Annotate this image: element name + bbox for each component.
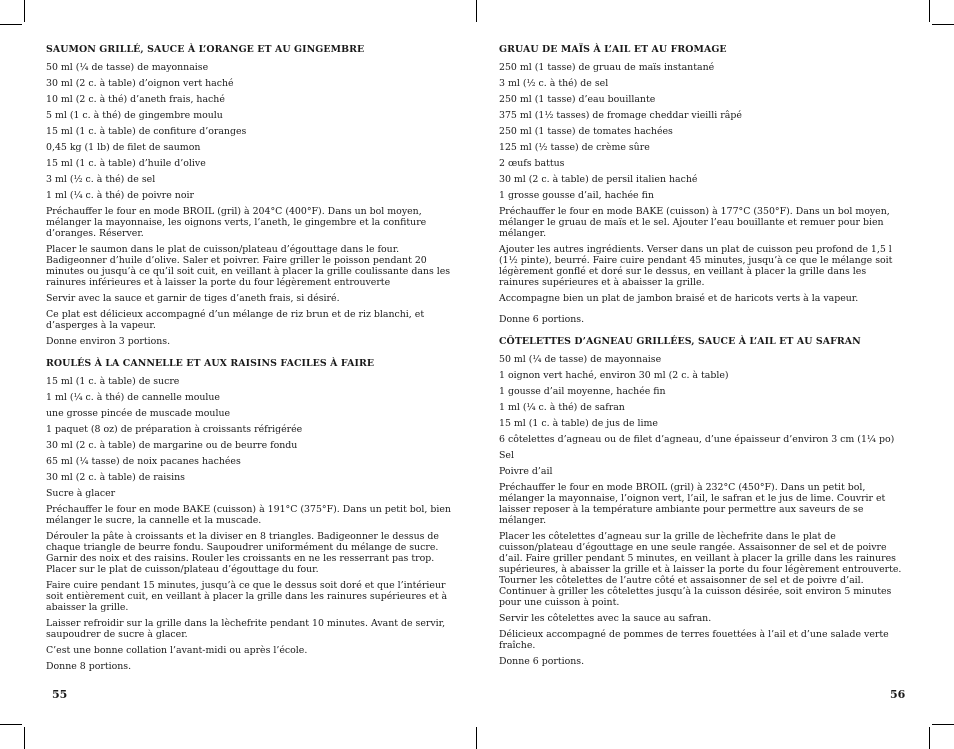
crop-mark-top-left-h	[0, 24, 22, 25]
instruction: Donne 8 portions.	[46, 661, 132, 672]
instruction: Accompagne bien un plat de jambon braisé et de haricots verts à la vapeur.	[499, 293, 859, 304]
ingredient: 30 ml (2 c. à table) de raisins	[46, 472, 185, 483]
recipe-title: CÔTELETTES D’AGNEAU GRILLÉES, SAUCE À L’AIL ET AU SAFRAN	[499, 336, 861, 347]
recipe-lamb-chops	[499, 336, 907, 667]
crop-mark-bottom-right-v	[929, 727, 930, 749]
crop-mark-top-right-h	[932, 24, 954, 25]
ingredient: 30 ml (2 c. à table) de margarine ou de beurre fondu	[46, 440, 298, 451]
ingredient: 1 ml (¼ c. à thé) de cannelle moulue	[46, 392, 220, 403]
crop-mark-top-center-v	[476, 0, 477, 22]
recipe-title: GRUAU DE MAÏS À L’AIL ET AU FROMAGE	[499, 44, 727, 55]
ingredient: 250 ml (1 tasse) d’eau bouillante	[499, 94, 656, 105]
left-page-column	[46, 44, 452, 677]
instruction: Donne 6 portions.	[499, 656, 585, 667]
ingredient: 30 ml (2 c. à table) de persil italien haché	[499, 174, 698, 185]
right-page-column	[499, 44, 907, 672]
recipe-title: SAUMON GRILLÉ, SAUCE À L’ORANGE ET AU GINGEMBRE	[46, 44, 365, 55]
ingredient: Sel	[499, 450, 514, 461]
recipe-salmon	[46, 44, 452, 347]
ingredient: 5 ml (1 c. à thé) de gingembre moulu	[46, 110, 223, 121]
ingredient: 3 ml (½ c. à thé) de sel	[499, 78, 609, 89]
instruction: Donne environ 3 portions.	[46, 336, 171, 347]
crop-mark-bottom-left-h	[0, 724, 22, 725]
instruction: Servir les côtelettes avec la sauce au safran.	[499, 613, 712, 624]
instruction: Préchauffer le four en mode BROIL (gril) à 232°C (450°F). Dans un petit bol, mélanger la mayonnaise, l’oignon vert, l’ail, le safran et le jus de lime. Couvrir et laisser reposer à la température ambiante pour permettre aux saveurs de se mélanger.	[499, 482, 886, 526]
instruction: Faire cuire pendant 15 minutes, jusqu’à ce que le dessus soit doré et que l’intérieur soit entièrement cuit, en veillant à placer la grille dans les rainures supérieures et à abaisser la grille.	[46, 580, 448, 613]
instruction: Servir avec la sauce et garnir de tiges d’aneth frais, si désiré.	[46, 293, 340, 304]
ingredient: 1 gousse d’ail moyenne, hachée fin	[499, 386, 666, 397]
ingredient: 50 ml (¼ de tasse) de mayonnaise	[499, 354, 662, 365]
recipe-title: ROULÉS À LA CANNELLE ET AUX RAISINS FACILES À FAIRE	[46, 358, 375, 369]
instruction: Ajouter les autres ingrédients. Verser dans un plat de cuisson peu profond de 1,5 l (1½ pinte), beurré. Faire cuire pendant 45 minutes, jusqu’à ce que le mélange soit légèrement gonflé et doré sur le dessus, en veillant à placer la grille dans les rainures supérieures et à abaisser la grille.	[499, 244, 893, 288]
ingredient: 15 ml (1 c. à table) de sucre	[46, 376, 180, 387]
ingredient: 50 ml (¼ de tasse) de mayonnaise	[46, 62, 209, 73]
ingredient: 2 œufs battus	[499, 158, 565, 169]
instruction: Placer les côtelettes d’agneau sur la grille de lèchefrite dans le plat de cuisson/plateau d’égouttage en une seule rangée. Assaisonner de sel et de poivre d’ail. Faire griller pendant 5 minutes, en veillant à placer la grille dans les rainures supérieures, à abaisser la grille et à laisser la porte du four légèrement entrouverte. Tourner les côtelettes de l’autre côté et assaisonner de sel et de poivre d’ail. Continuer à griller les côtelettes jusqu’à la cuisson désirée, soit environ 5 minutes pour une cuisson à point.	[499, 531, 902, 608]
instruction: Délicieux accompagné de pommes de terres fouettées à l’ail et d’une salade verte fraîche.	[499, 629, 889, 651]
ingredient: 15 ml (1 c. à table) d’huile d’olive	[46, 158, 206, 169]
ingredient: 250 ml (1 tasse) de tomates hachées	[499, 126, 673, 137]
page-number-left: 55	[52, 688, 68, 701]
ingredient: 15 ml (1 c. à table) de jus de lime	[499, 418, 658, 429]
recipe-grits	[499, 44, 907, 325]
crop-mark-bottom-center-v	[476, 727, 477, 749]
instruction: Préchauffer le four en mode BROIL (gril) à 204°C (400°F). Dans un bol moyen, mélanger la mayonnaise, les oignons verts, l’aneth, le gingembre et la confiture d’oranges. Réserver.	[46, 206, 427, 239]
instruction: Dérouler la pâte à croissants et la diviser en 8 triangles. Badigeonner le dessus de chaque triangle de beurre fondu. Saupoudrer uniformément du mélange de sucre. Garnir des noix et des raisins. Rouler les croissants en ne les resserrant pas trop. Placer sur le plat de cuisson/plateau d’égouttage du four.	[46, 531, 439, 575]
ingredient: 10 ml (2 c. à thé) d’aneth frais, haché	[46, 94, 225, 105]
ingredient: 1 paquet (8 oz) de préparation à croissants réfrigérée	[46, 424, 303, 435]
ingredient: une grosse pincée de muscade moulue	[46, 408, 231, 419]
ingredient: 1 ml (¼ c. à thé) de poivre noir	[46, 190, 194, 201]
ingredient: 6 côtelettes d’agneau ou de filet d’agneau, d’une épaisseur d’environ 3 cm (1¼ po)	[499, 434, 895, 445]
instruction: Donne 6 portions.	[499, 314, 585, 325]
ingredient: 1 grosse gousse d’ail, hachée fin	[499, 190, 654, 201]
crop-mark-bottom-right-h	[932, 724, 954, 725]
crop-mark-bottom-left-v	[24, 727, 25, 749]
ingredient: 375 ml (1½ tasses) de fromage cheddar vieilli râpé	[499, 110, 742, 121]
ingredient: 125 ml (½ tasse) de crème sûre	[499, 142, 650, 153]
crop-mark-top-left-v	[24, 0, 25, 22]
instruction: Préchauffer le four en mode BAKE (cuisson) à 191°C (375°F). Dans un petit bol, bien mélanger le sucre, la cannelle et la muscade.	[46, 504, 451, 526]
ingredient: 15 ml (1 c. à table) de confiture d’oranges	[46, 126, 247, 137]
ingredient: 1 oignon vert haché, environ 30 ml (2 c. à table)	[499, 370, 729, 381]
page-number-right: 56	[890, 688, 906, 701]
instruction: Placer le saumon dans le plat de cuisson/plateau d’égouttage dans le four. Badigeonner d’huile d’olive. Saler et poivrer. Faire griller le poisson pendant 20 minutes ou jusqu’à ce qu’il soit cuit, en veillant à placer la grille coulissante dans les rainures inférieures et à laisser la porte du four légèrement entrouverte	[46, 244, 451, 288]
ingredient: 30 ml (2 c. à table) d’oignon vert haché	[46, 78, 234, 89]
ingredient: 0,45 kg (1 lb) de filet de saumon	[46, 142, 201, 153]
ingredient: 65 ml (¼ tasse) de noix pacanes hachées	[46, 456, 241, 467]
ingredient: Sucre à glacer	[46, 488, 116, 499]
ingredient: 250 ml (1 tasse) de gruau de maïs instantané	[499, 62, 715, 73]
instruction: Préchauffer le four en mode BAKE (cuisson) à 177°C (350°F). Dans un bol moyen, mélanger le gruau de maïs et le sel. Ajouter l’eau bouillante et remuer pour bien mélanger.	[499, 206, 890, 239]
crop-mark-top-right-v	[929, 0, 930, 22]
ingredient: 1 ml (¼ c. à thé) de safran	[499, 402, 625, 413]
instruction: Laisser refroidir sur la grille dans la lèchefrite pendant 10 minutes. Avant de servir, saupoudrer de sucre à glacer.	[46, 618, 446, 640]
instruction: Ce plat est délicieux accompagné d’un mélange de riz brun et de riz blanchi, et d’asperges à la vapeur.	[46, 309, 425, 331]
ingredient: 3 ml (½ c. à thé) de sel	[46, 174, 156, 185]
instruction: C’est une bonne collation l’avant-midi ou après l’école.	[46, 645, 308, 656]
recipe-cinnamon-rolls	[46, 358, 452, 672]
ingredient: Poivre d’ail	[499, 466, 553, 477]
